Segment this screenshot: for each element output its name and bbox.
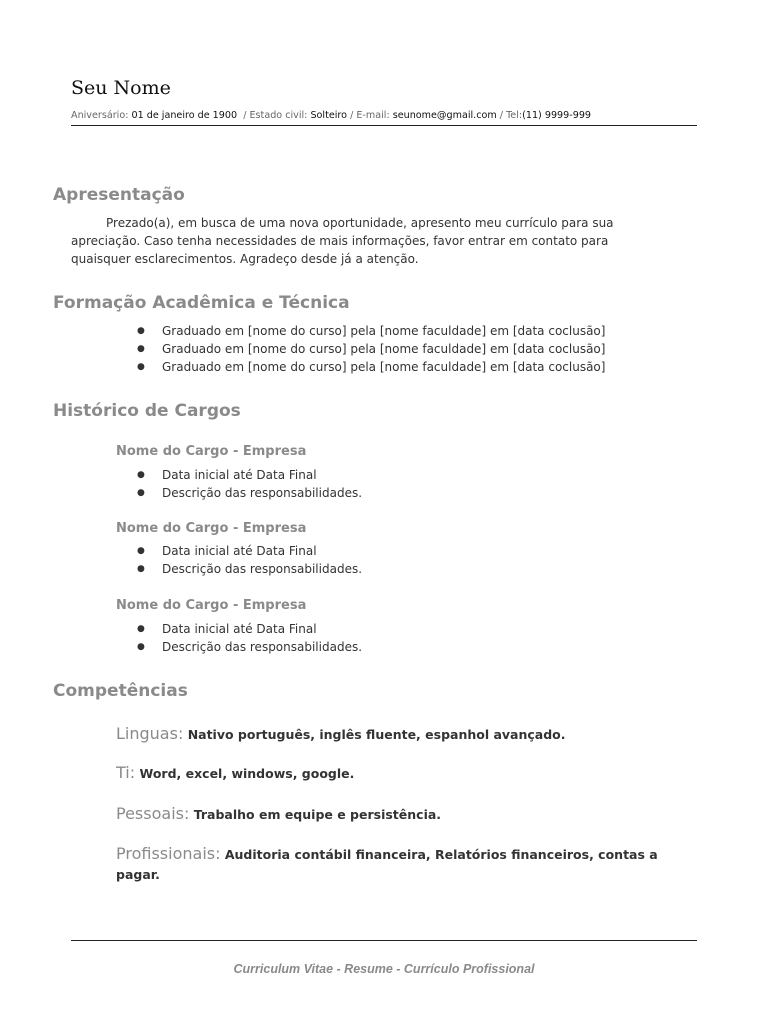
- skill-value: Nativo português, inglês fluente, espanhol avançado.: [187, 727, 566, 742]
- skill-label: Ti:: [116, 763, 136, 782]
- job-title: Nome do Cargo - Empresa: [116, 444, 307, 459]
- list-item: ● Descrição das responsabilidades.: [137, 638, 362, 656]
- presentation-text: Prezado(a), em busca de uma nova oportunidade, apresento meu currículo para sua apreciação. Caso tenha necessidades de mais informações, favor entrar em contato para quaisquer esclarecimentos. Agradeço desde já a atenção.: [71, 216, 614, 266]
- skill-value: Auditoria contábil financeira, Relatórios financeiros, contas a pagar.: [116, 847, 658, 882]
- job-details-list: [137, 542, 362, 578]
- skill-languages: [116, 724, 686, 745]
- job-title: Nome do Cargo - Empresa: [116, 598, 307, 613]
- list-item: ● Descrição das responsabilidades.: [137, 560, 362, 578]
- personal-info-line: [71, 110, 591, 121]
- skill-professional: [116, 844, 686, 885]
- section-title-history: Histórico de Cargos: [53, 401, 241, 421]
- list-item: ● Data inicial até Data Final: [137, 542, 362, 560]
- phone-value: (11) 9999-999: [522, 110, 592, 121]
- header-divider: [71, 125, 697, 126]
- birthday-value: 01 de janeiro de 1900: [131, 110, 238, 121]
- section-title-education: Formação Acadêmica e Técnica: [53, 293, 350, 313]
- section-title-skills: Competências: [53, 681, 188, 701]
- list-item: ● Graduado em [nome do curso] pela [nome faculdade] em [data coclusão]: [137, 340, 605, 358]
- job-details-list: [137, 466, 362, 502]
- job-details-list: [137, 620, 362, 656]
- list-item: ● Data inicial até Data Final: [137, 466, 362, 484]
- civil-status-value: Solteiro: [310, 110, 348, 121]
- list-item: ● Graduado em [nome do curso] pela [nome faculdade] em [data coclusão]: [137, 322, 605, 340]
- list-item: ● Graduado em [nome do curso] pela [nome faculdade] em [data coclusão]: [137, 358, 605, 376]
- education-list: [137, 322, 605, 376]
- birthday-label: Aniversário:: [71, 110, 129, 121]
- skill-personal: [116, 804, 686, 825]
- resume-name: Seu Nome: [71, 77, 171, 99]
- phone-label: / Tel:: [499, 110, 523, 121]
- skill-label: Linguas:: [116, 724, 184, 743]
- skill-label: Pessoais:: [116, 804, 190, 823]
- email-value: seunome@gmail.com: [392, 110, 497, 121]
- email-label: / E-mail:: [350, 110, 390, 121]
- skill-value: Word, excel, windows, google.: [139, 766, 355, 781]
- civil-status-label: / Estado civil:: [243, 110, 308, 121]
- list-item: ● Data inicial até Data Final: [137, 620, 362, 638]
- section-title-presentation: Apresentação: [53, 185, 185, 205]
- skill-value: Trabalho em equipe e persistência.: [193, 807, 442, 822]
- footer-text: Curriculum Vitae - Resume - Currículo Profissional: [233, 962, 535, 976]
- skill-it: [116, 763, 686, 784]
- skill-label: Profissionais:: [116, 844, 221, 863]
- list-item: ● Descrição das responsabilidades.: [137, 484, 362, 502]
- footer-divider: [71, 940, 697, 941]
- job-title: Nome do Cargo - Empresa: [116, 521, 307, 536]
